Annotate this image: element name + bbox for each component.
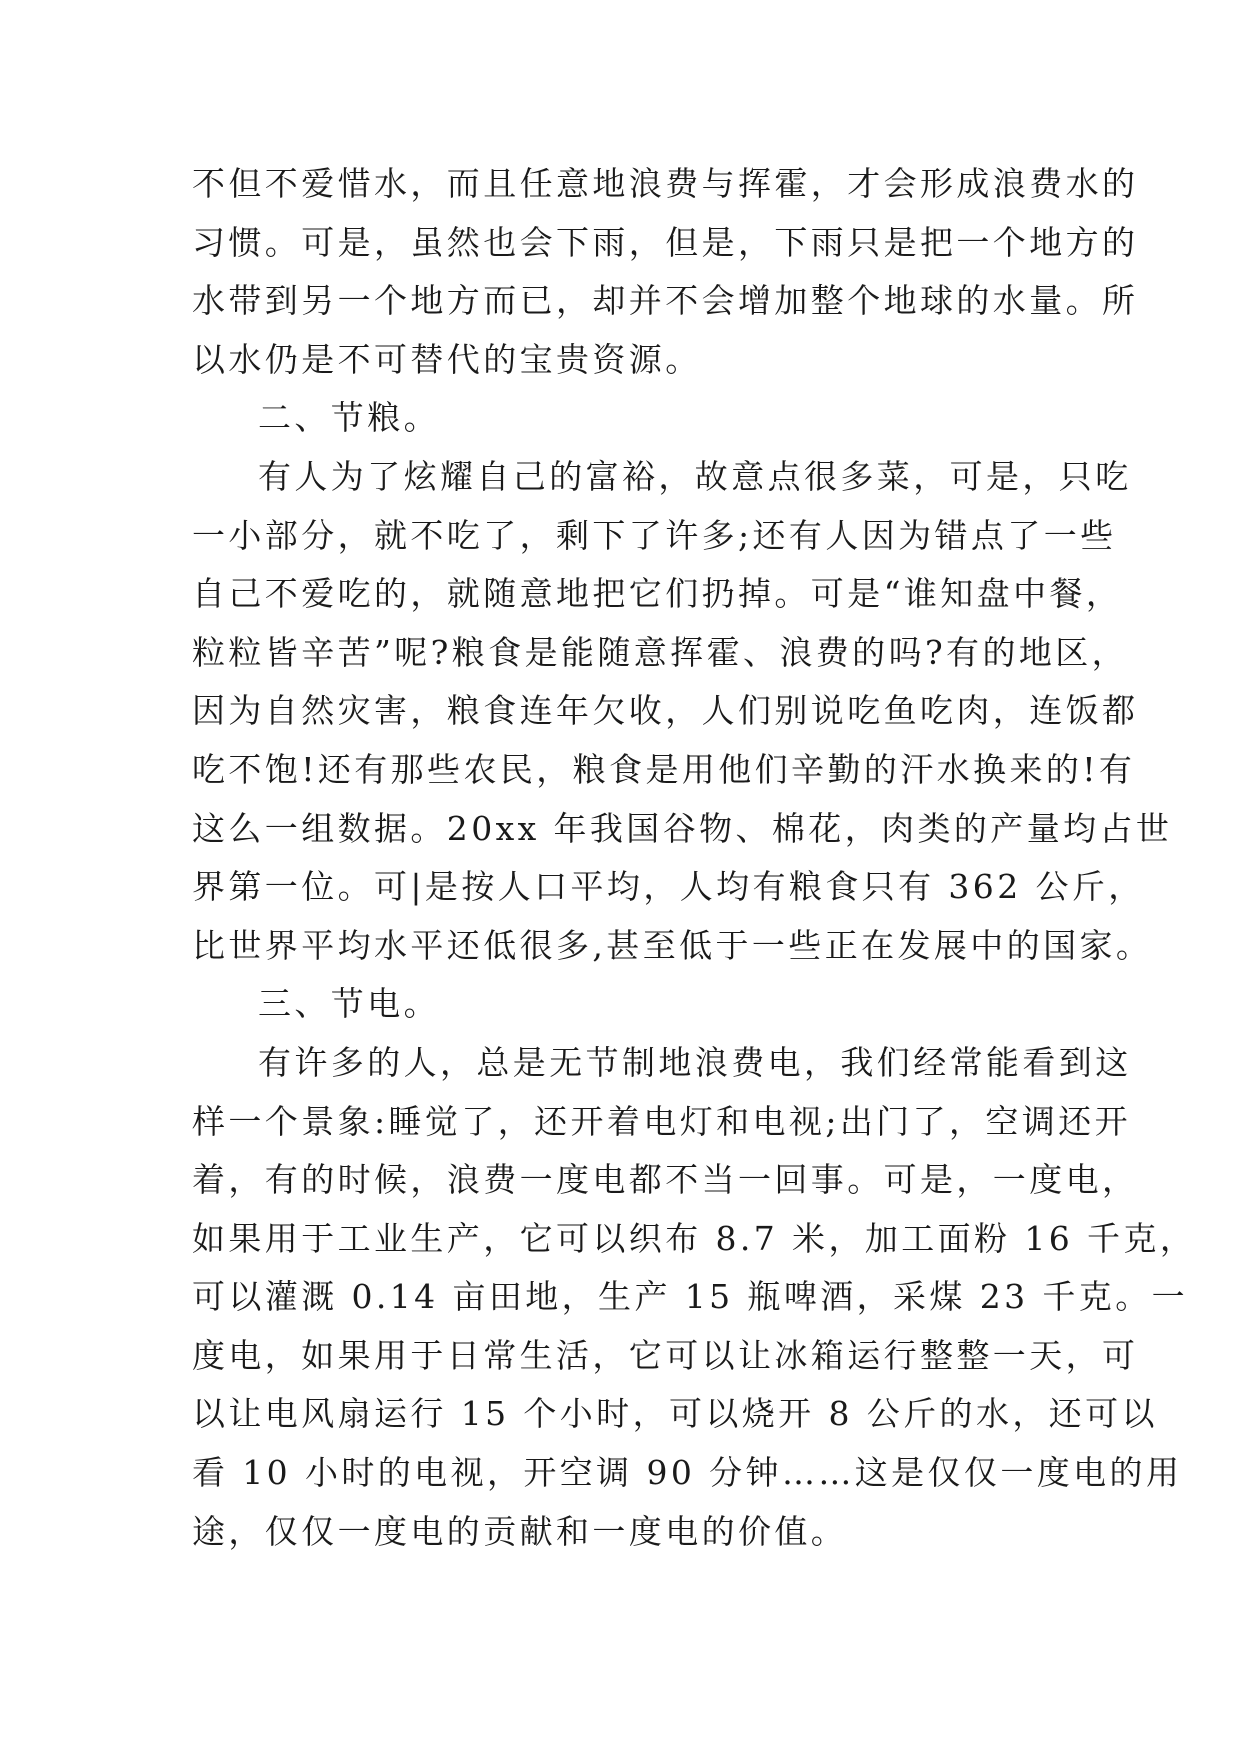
text-line: 三、节电。 — [258, 984, 440, 1024]
text-line: 有人为了炫耀自己的富裕，故意点很多菜，可是，只吃 — [258, 456, 1132, 496]
text-line: 因为自然灾害，粮食连年欠收，人们别说吃鱼吃肉，连饭都 — [192, 691, 1139, 731]
text-line: 有许多的人，总是无节制地浪费电，我们经常能看到这 — [258, 1042, 1132, 1082]
text-line: 着，有的时候，浪费一度电都不当一回事。可是，一度电， — [192, 1160, 1139, 1200]
text-line: 粒粒皆辛苦”呢?粮食是能随意挥霍、浪费的吗?有的地区， — [192, 632, 1129, 672]
text-line: 自己不爱吃的，就随意地把它们扔掉。可是“谁知盘中餐， — [192, 574, 1123, 614]
text-line: 可以灌溉 0.14 亩田地，生产 15 瓶啤酒，采煤 23 千克。一 — [192, 1277, 1188, 1317]
text-line: 习惯。可是，虽然也会下雨，但是，下雨只是把一个地方的 — [192, 222, 1139, 262]
text-line: 途，仅仅一度电的贡献和一度电的价值。 — [192, 1511, 848, 1551]
text-line: 界第一位。可|是按人口平均，人均有粮食只有 362 公斤， — [192, 867, 1145, 907]
text-line: 看 10 小时的电视，开空调 90 分钟……这是仅仅一度电的用 — [192, 1453, 1183, 1493]
text-line: 吃不饱!还有那些农民，粮食是用他们辛勤的汗水换来的!有 — [192, 749, 1136, 789]
text-line: 如果用于工业生产，它可以织布 8.7 米，加工面粉 16 千克， — [192, 1218, 1197, 1258]
text-line: 比世界平均水平还低很多,甚至低于一些正在发展中的国家。 — [192, 925, 1153, 965]
text-line: 这么一组数据。20xx 年我国谷物、棉花，肉类的产量均占世 — [192, 808, 1173, 848]
text-line: 不但不爱惜水，而且任意地浪费与挥霍，才会形成浪费水的 — [192, 164, 1139, 203]
text-line: 一小部分，就不吃了，剩下了许多;还有人因为错点了一些 — [192, 515, 1117, 555]
text-line: 以让电风扇运行 15 个小时，可以烧开 8 公斤的水，还可以 — [192, 1394, 1158, 1434]
text-line: 度电，如果用于日常生活，它可以让冰箱运行整整一天，可 — [192, 1335, 1139, 1375]
body-text — [192, 155, 1197, 1561]
text-line: 二、节粮。 — [258, 398, 440, 438]
text-line: 以水仍是不可替代的宝贵资源。 — [192, 339, 702, 379]
text-line: 样一个景象:睡觉了，还开着电灯和电视;出门了，空调还开 — [192, 1101, 1132, 1141]
text-line: 水带到另一个地方而已，却并不会增加整个地球的水量。所 — [192, 281, 1139, 321]
